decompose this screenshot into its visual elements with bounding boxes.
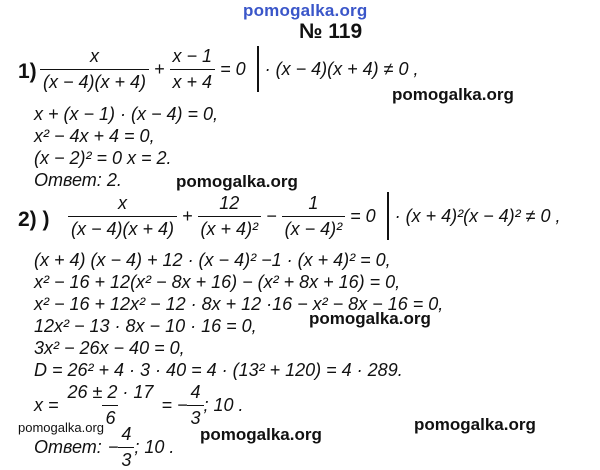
vertical-bar bbox=[257, 46, 259, 92]
plus-sign: + bbox=[154, 58, 165, 79]
part1-line: x² − 4x + 4 = 0, bbox=[34, 126, 155, 146]
fraction-denominator: (x + 4)² bbox=[198, 216, 262, 240]
fraction-numerator: 4 bbox=[121, 424, 132, 444]
answer-tail: ; 10 . bbox=[134, 436, 175, 457]
part1-equation bbox=[40, 46, 419, 92]
watermark-small: pomogalka.org bbox=[18, 420, 104, 435]
fraction-numerator: 4 bbox=[190, 382, 201, 402]
roots-tail: ; 10 . bbox=[203, 394, 244, 415]
vertical-bar bbox=[387, 192, 389, 240]
part2-line: (x + 4) (x − 4) + 12 · (x − 4)² −1 · (x + 4)² = 0, bbox=[34, 250, 391, 270]
fraction bbox=[68, 193, 177, 239]
fraction bbox=[282, 193, 346, 239]
watermark: pomogalka.org bbox=[392, 85, 514, 104]
fraction bbox=[40, 46, 149, 92]
part1-line: x + (x − 1) · (x − 4) = 0, bbox=[34, 104, 219, 124]
answer-value: 2. bbox=[106, 170, 122, 190]
part2-line: D = 26² + 4 · 3 · 40 = 4 · (13² + 120) = 4 · 289. bbox=[34, 360, 403, 380]
part2-line: x² − 16 + 12x² − 12 · 8x + 12 ·16 − x² − 8x − 16 = 0, bbox=[34, 294, 444, 314]
part2-roots bbox=[34, 382, 244, 428]
watermark: pomogalka.org bbox=[176, 172, 298, 191]
plus-sign: + bbox=[182, 205, 193, 226]
fraction bbox=[187, 382, 203, 428]
problem-number: № 119 bbox=[299, 20, 363, 43]
equals-sign: = bbox=[161, 394, 172, 415]
equals-zero: = 0 bbox=[350, 205, 376, 226]
answer-label: Ответ: bbox=[34, 170, 102, 190]
fraction-denominator: 6 bbox=[102, 405, 118, 429]
minus-sign: − bbox=[107, 436, 119, 457]
fraction bbox=[170, 46, 216, 92]
minus-sign: − bbox=[176, 394, 188, 415]
fraction bbox=[118, 424, 134, 470]
part1-line: (x − 2)² = 0 x = 2. bbox=[34, 148, 172, 168]
fraction bbox=[65, 382, 157, 428]
x-equals: x = bbox=[34, 394, 59, 415]
part2-answer bbox=[34, 424, 174, 470]
watermark-top: pomogalka.org bbox=[243, 1, 368, 20]
part1-marker: 1) bbox=[18, 60, 37, 83]
fraction-denominator: (x − 4)(x + 4) bbox=[68, 216, 177, 240]
part1-answer bbox=[34, 170, 122, 191]
fraction-numerator: 1 bbox=[308, 192, 319, 213]
fraction bbox=[198, 193, 262, 239]
fraction-denominator: x + 4 bbox=[170, 69, 216, 93]
watermark: pomogalka.org bbox=[414, 415, 536, 434]
watermark: pomogalka.org bbox=[200, 425, 322, 444]
fraction-numerator: 12 bbox=[219, 192, 240, 213]
part2-equation bbox=[68, 192, 561, 240]
fraction-numerator: x bbox=[118, 192, 128, 213]
fraction-denominator: (x − 4)² bbox=[282, 216, 346, 240]
domain-condition: · (x + 4)²(x − 4)² ≠ 0 , bbox=[394, 205, 561, 226]
part2-line: x² − 16 + 12(x² − 8x + 16) − (x² + 8x + 16) = 0, bbox=[34, 272, 401, 292]
equals-zero: = 0 bbox=[220, 58, 246, 79]
minus-sign: − bbox=[266, 205, 277, 226]
domain-condition: · (x − 4)(x + 4) ≠ 0 , bbox=[264, 58, 419, 79]
fraction-numerator: 26 ± 2 · 17 bbox=[67, 382, 154, 402]
part2-marker: 2) ) bbox=[18, 208, 50, 231]
fraction-numerator: x − 1 bbox=[172, 46, 213, 66]
part2-line: 3x² − 26x − 40 = 0, bbox=[34, 338, 185, 358]
fraction-denominator: 3 bbox=[118, 447, 134, 470]
fraction-numerator: x bbox=[90, 46, 100, 66]
fraction-denominator: 3 bbox=[187, 405, 203, 429]
part2-line: 12x² − 13 · 8x − 10 · 16 = 0, bbox=[34, 316, 257, 336]
fraction-denominator: (x − 4)(x + 4) bbox=[40, 69, 149, 93]
answer-label: Ответ: bbox=[34, 436, 102, 457]
watermark: pomogalka.org bbox=[309, 309, 431, 328]
